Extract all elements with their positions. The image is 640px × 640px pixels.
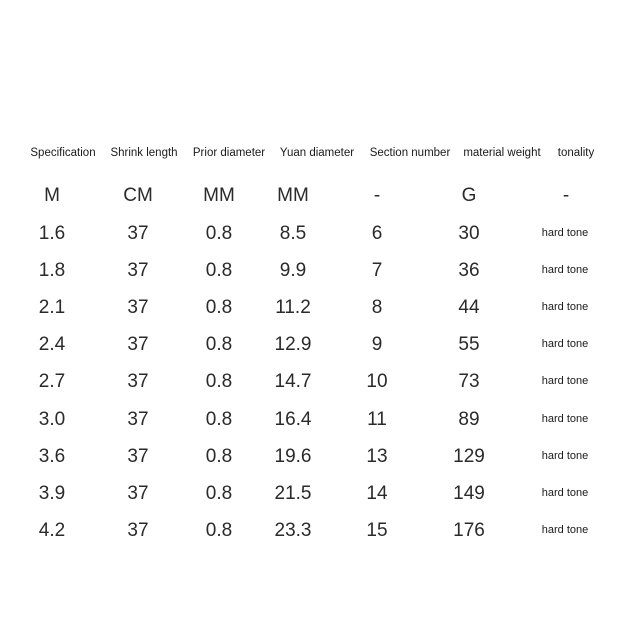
cell-tonality: hard tone: [541, 264, 589, 277]
cell-tonality: hard tone: [541, 412, 589, 425]
cell-section-number: 9: [371, 334, 383, 356]
header-specification: Specification: [30, 147, 96, 159]
cell-tonality: hard tone: [541, 523, 589, 536]
cell-yuan-diameter: 21.5: [274, 482, 312, 504]
cell-material-weight: 89: [458, 408, 480, 430]
cell-section-number: 8: [371, 297, 383, 319]
cell-yuan-diameter: 9.9: [279, 260, 307, 282]
cell-specification: 3.9: [38, 482, 66, 504]
unit-yuan-diameter: MM: [277, 185, 309, 206]
cell-yuan-diameter: 8.5: [279, 223, 307, 244]
cell-tonality: hard tone: [541, 338, 589, 351]
cell-shrink-length: 37: [127, 408, 149, 430]
cell-tonality: hard tone: [541, 227, 589, 239]
cell-material-weight: 55: [458, 334, 480, 356]
unit-specification: M: [44, 185, 60, 206]
cell-material-weight: 129: [453, 445, 485, 467]
unit-prior-diameter: MM: [203, 185, 235, 206]
unit-tonality: -: [562, 185, 570, 206]
cell-shrink-length: 37: [127, 223, 149, 244]
cell-shrink-length: 37: [127, 260, 149, 282]
cell-shrink-length: 37: [127, 334, 149, 356]
header-yuan-diameter: Yuan diameter: [279, 147, 355, 159]
cell-specification: 1.8: [38, 260, 66, 282]
cell-yuan-diameter: 11.2: [275, 297, 311, 319]
header-material-weight: material weight: [463, 147, 541, 159]
cell-section-number: 7: [371, 260, 383, 282]
cell-prior-diameter: 0.8: [205, 519, 233, 541]
cell-prior-diameter: 0.8: [205, 445, 233, 467]
cell-prior-diameter: 0.8: [205, 297, 233, 319]
cell-shrink-length: 37: [127, 371, 149, 393]
cell-tonality: hard tone: [541, 449, 589, 462]
cell-prior-diameter: 0.8: [205, 371, 233, 393]
header-shrink-length: Shrink length: [110, 147, 178, 159]
cell-specification: 3.0: [38, 408, 66, 430]
header-tonality: tonality: [557, 147, 595, 159]
cell-section-number: 14: [366, 482, 388, 504]
cell-section-number: 6: [371, 223, 383, 244]
cell-section-number: 11: [367, 408, 387, 430]
cell-yuan-diameter: 14.7: [274, 371, 312, 393]
cell-prior-diameter: 0.8: [205, 334, 233, 356]
cell-prior-diameter: 0.8: [205, 223, 233, 244]
unit-shrink-length: CM: [123, 185, 153, 206]
cell-section-number: 10: [366, 371, 388, 393]
cell-specification: 2.7: [38, 371, 66, 393]
cell-yuan-diameter: 19.6: [274, 445, 312, 467]
cell-material-weight: 149: [453, 482, 485, 504]
cell-yuan-diameter: 23.3: [274, 519, 312, 541]
cell-tonality: hard tone: [541, 375, 589, 388]
cell-yuan-diameter: 16.4: [274, 408, 312, 430]
unit-material-weight: G: [461, 185, 477, 206]
cell-prior-diameter: 0.8: [205, 408, 233, 430]
cell-material-weight: 36: [458, 260, 480, 282]
cell-specification: 2.4: [38, 334, 66, 356]
cell-shrink-length: 37: [127, 297, 149, 319]
cell-section-number: 15: [366, 519, 388, 541]
cell-prior-diameter: 0.8: [205, 482, 233, 504]
cell-tonality: hard tone: [541, 301, 589, 314]
cell-specification: 4.2: [38, 519, 66, 541]
unit-section-number: -: [373, 185, 381, 206]
cell-tonality: hard tone: [541, 486, 589, 499]
cell-specification: 1.6: [38, 223, 66, 244]
cell-material-weight: 30: [458, 223, 480, 244]
cell-shrink-length: 37: [127, 445, 149, 467]
cell-shrink-length: 37: [127, 482, 149, 504]
cell-specification: 2.1: [38, 297, 66, 319]
cell-material-weight: 176: [453, 519, 485, 541]
cell-material-weight: 73: [458, 371, 480, 393]
cell-shrink-length: 37: [127, 519, 149, 541]
header-section-number: Section number: [369, 147, 451, 159]
cell-yuan-diameter: 12.9: [274, 334, 312, 356]
cell-specification: 3.6: [38, 445, 66, 467]
cell-prior-diameter: 0.8: [205, 260, 233, 282]
cell-section-number: 13: [366, 445, 388, 467]
cell-material-weight: 44: [458, 297, 480, 319]
header-prior-diameter: Prior diameter: [192, 147, 266, 159]
